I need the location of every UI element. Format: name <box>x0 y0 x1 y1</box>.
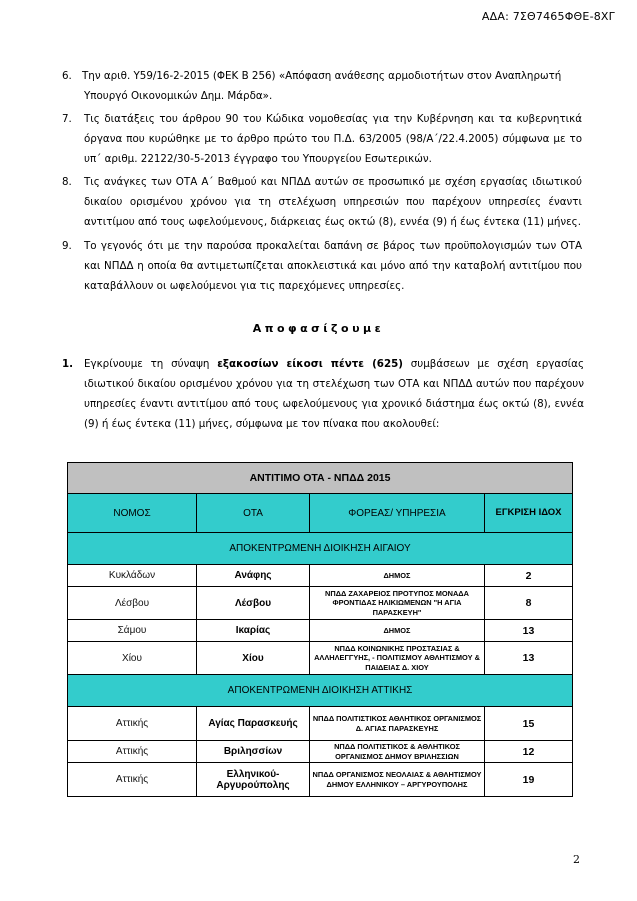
table-row <box>68 587 573 620</box>
paragraph-8 <box>62 172 582 232</box>
cell-foreas: ΔΗΜΟΣ <box>310 620 485 642</box>
cell-approval: 12 <box>485 741 573 763</box>
page-number: 2 <box>573 853 580 866</box>
contracts-table-body <box>68 463 573 797</box>
cell-approval: 13 <box>485 620 573 642</box>
paragraph-number: 8. <box>62 176 72 188</box>
cell-approval: 19 <box>485 763 573 797</box>
cell-ota: Ικαρίας <box>197 620 310 642</box>
cell-nomos: Χίου <box>68 642 197 675</box>
cell-foreas: ΝΠΔΔ ΖΑΧΑΡΕΙΟΣ ΠΡΟΤΥΠΟΣ ΜΟΝΑΔΑ ΦΡΟΝΤΙΔΑΣ ΗΛΙΚΙΩΜΕΝΩΝ "Η ΑΓΙΑ ΠΑΡΑΣΚΕΥΗ" <box>310 587 485 620</box>
cell-nomos: Αττικής <box>68 763 197 797</box>
region-name: ΑΠΟΚΕΝΤΡΩΜΕΝΗ ΔΙΟΙΚΗΣΗ ΑΙΓΑΙΟΥ <box>68 533 573 565</box>
column-header-ota: ΟΤΑ <box>197 494 310 533</box>
table-title-row <box>68 463 573 494</box>
column-header-foreas: ΦΟΡΕΑΣ/ ΥΠΗΡΕΣΙΑ <box>310 494 485 533</box>
cell-foreas: ΔΗΜΟΣ <box>310 565 485 587</box>
column-header-nomos: ΝΟΜΟΣ <box>68 494 197 533</box>
cell-approval: 8 <box>485 587 573 620</box>
paragraph-text-line: Υπουργό Οικονομικών Δημ. Μάρδα». <box>84 90 273 102</box>
decision-heading: Αποφασίζουμε <box>252 322 385 335</box>
paragraph-number: 6. <box>62 70 72 82</box>
cell-approval: 2 <box>485 565 573 587</box>
region-row <box>68 675 573 707</box>
paragraph-7 <box>62 109 582 169</box>
table-row <box>68 763 573 797</box>
paragraph-number: 7. <box>62 113 72 125</box>
cell-approval: 15 <box>485 707 573 741</box>
cell-nomos: Σάμου <box>68 620 197 642</box>
cell-ota: Λέσβου <box>197 587 310 620</box>
decision-number: 1. <box>62 358 74 370</box>
region-name: ΑΠΟΚΕΝΤΡΩΜΕΝΗ ΔΙΟΙΚΗΣΗ ΑΤΤΙΚΗΣ <box>68 675 573 707</box>
paragraph-9 <box>62 236 582 296</box>
table-header-row <box>68 494 573 533</box>
cell-foreas: ΝΠΔΔ ΟΡΓΑΝΙΣΜΟΣ ΝΕΟΛΑΙΑΣ & ΑΘΛΗΤΙΣΜΟΥ ΔΗΜΟΥ ΕΛΛΗΝΙΚΟΥ – ΑΡΓΥΡΟΥΠΟΛΗΣ <box>310 763 485 797</box>
cell-nomos: Κυκλάδων <box>68 565 197 587</box>
column-header-approval: ΕΓΚΡΙΣΗ ΙΔΟΧ <box>485 494 573 533</box>
cell-foreas: ΝΠΔΔ ΚΟΙΝΩΝΙΚΗΣ ΠΡΟΣΤΑΣΙΑΣ & ΑΛΛΗΛΕΓΓΥΗΣ, - ΠΟΛΙΤΙΣΜΟΥ ΑΘΛΗΤΙΣΜΟΥ & ΠΑΙΔΕΙΑΣ Δ. ΧΙΟΥ <box>310 642 485 675</box>
cell-ota: Ανάφης <box>197 565 310 587</box>
cell-ota: Αγίας Παρασκευής <box>197 707 310 741</box>
paragraph-6 <box>62 66 582 106</box>
region-row <box>68 533 573 565</box>
table-row <box>68 642 573 675</box>
cell-ota: Ελληνικού-Αργυρούπολης <box>197 763 310 797</box>
table-title: ΑΝΤΙΤΙΜΟ ΟΤΑ - ΝΠΔΔ 2015 <box>68 463 573 494</box>
paragraph-text-line: Την αριθ. Υ59/16-2-2015 (ΦΕΚ Β 256) «Απόφαση ανάθεσης αρμοδιοτήτων στον Αναπληρωτή <box>82 70 562 82</box>
decision-paragraph <box>62 354 584 434</box>
ada-identifier: ΑΔΑ: 7ΣΘ7465ΦΘΕ-8ΧΓ <box>481 10 615 23</box>
cell-nomos: Αττικής <box>68 707 197 741</box>
table-row <box>68 620 573 642</box>
cell-nomos: Λέσβου <box>68 587 197 620</box>
paragraph-text: Τις ανάγκες των ΟΤΑ Α΄ Βαθμού και ΝΠΔΔ αυτών σε προσωπικό με σχέση εργασίας ιδιωτικού δικαίου ορισμένου χρόνου για τη στελέχωση υπηρεσιών που παρέχουν υπηρεσίες έναντι αντιτίμου από τους ωφελούμενους, διάρκειας έως οκτώ (8), εννέα (9) ή έως έντεκα (11) μήνες. <box>84 176 582 228</box>
decision-text: Εγκρίνουμε τη σύναψη εξακοσίων είκοσι πέντε (625) συμβάσεων με σχέση εργασίας ιδιωτικού δικαίου ορισμένου χρόνου για τη στελέχωση των ΟΤΑ και ΝΠΔΔ αυτών που παρέχουν υπηρεσίες έναντι αντιτίμου από τους ωφελούμενους για χρονικό διάστημα έως οκτώ (8), εννέα (9) ή έως έντεκα (11) μήνες, σύμφωνα με τον πίνακα που ακολουθεί: <box>84 358 584 430</box>
cell-ota: Χίου <box>197 642 310 675</box>
table-row <box>68 707 573 741</box>
cell-ota: Βριλησσίων <box>197 741 310 763</box>
cell-foreas: ΝΠΔΔ ΠΟΛΙΤΙΣΤΙΚΟΣ & ΑΘΛΗΤΙΚΟΣ ΟΡΓΑΝΙΣΜΟΣ ΔΗΜΟΥ ΒΡΙΛΗΣΣΙΩΝ <box>310 741 485 763</box>
paragraph-number: 9. <box>62 240 72 252</box>
cell-nomos: Αττικής <box>68 741 197 763</box>
contract-count: εξακοσίων είκοσι πέντε (625) <box>217 358 403 370</box>
table-row <box>68 565 573 587</box>
contracts-table <box>67 462 573 797</box>
paragraph-text: Το γεγονός ότι με την παρούσα προκαλείται δαπάνη σε βάρος των προϋπολογισμών των ΟΤΑ και ΝΠΔΔ η οποία θα αντιμετωπίζεται αποκλειστικά και μόνο από την καταβολή αντιτίμου που καταβάλλουν οι ωφελούμενοι για τις παρεχόμενες υπηρεσίες. <box>84 240 582 292</box>
paragraph-text: Τις διατάξεις του άρθρου 90 του Κώδικα νομοθεσίας για την Κυβέρνηση και τα κυβερνητικά όργανα που κυρώθηκε με το άρθρο πρώτο του Π.Δ. 63/2005 (98/Α΄/22.4.2005) σύμφωνα με το υπ΄ αριθμ. 22122/30-5-2013 έγγραφο του Υπουργείου Εσωτερικών. <box>84 113 582 165</box>
cell-approval: 13 <box>485 642 573 675</box>
table-row <box>68 741 573 763</box>
cell-foreas: ΝΠΔΔ ΠΟΛΙΤΙΣΤΙΚΟΣ ΑΘΛΗΤΙΚΟΣ ΟΡΓΑΝΙΣΜΟΣ Δ. ΑΓΙΑΣ ΠΑΡΑΣΚΕΥΗΣ <box>310 707 485 741</box>
